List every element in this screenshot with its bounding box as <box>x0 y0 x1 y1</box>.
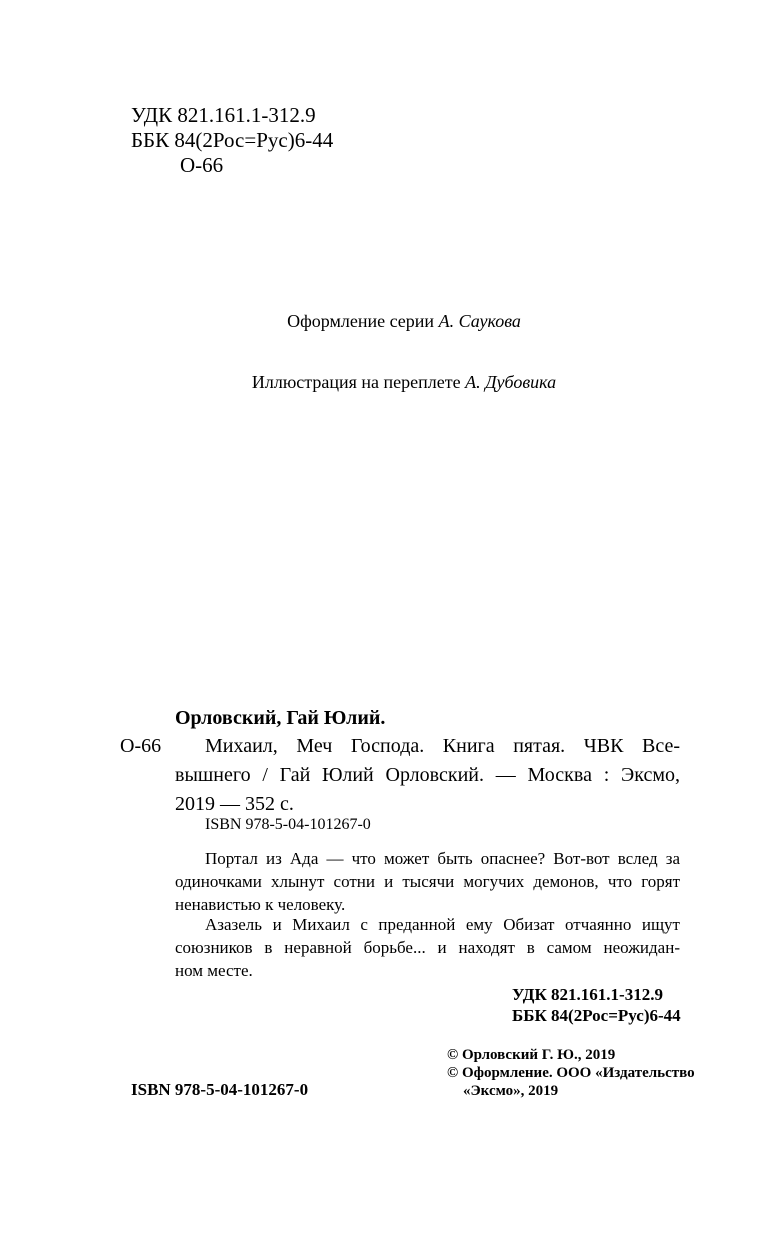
series-design-label: Оформление серии <box>287 311 435 331</box>
illustration-name: А. Дубовика <box>465 372 557 392</box>
annotation-p1-line3: ненавистью к человеку. <box>175 895 346 914</box>
copyright-design-line1: © Оформление. ООО «Издательство <box>447 1065 695 1081</box>
footer-bbk: ББК 84(2Рос=Рус)6-44 <box>512 1006 681 1025</box>
annotation-p2-line2: союзников в неравной борьбе... и находят в самом неожидан- <box>175 938 680 957</box>
series-design-credit <box>0 311 768 332</box>
series-design-name: А. Саукова <box>438 311 521 331</box>
bib-line-3: 2019 — 352 с. <box>175 793 294 815</box>
author-sign: О-66 <box>180 153 224 177</box>
bib-isbn: ISBN 978-5-04-101267-0 <box>205 816 371 833</box>
annotation-p2-line1: Азазель и Михаил с преданной ему Обизат отчаянно ищут <box>205 915 680 934</box>
author-heading: Орловский, Гай Юлий. <box>175 707 386 729</box>
footer-udk: УДК 821.161.1-312.9 <box>512 985 663 1004</box>
annotation-p1-line2: одиночками хлынут сотни и тысячи могучих демонов, что горят <box>175 872 680 891</box>
illustration-label: Иллюстрация на переплете <box>251 372 461 392</box>
udk-code: УДК 821.161.1-312.9 <box>131 103 316 127</box>
annotation-p1-line1: Портал из Ада — что может быть опаснее? Вот-вот вслед за <box>205 849 680 868</box>
copyright-author: © Орловский Г. Ю., 2019 <box>447 1047 616 1063</box>
footer-isbn: ISBN 978-5-04-101267-0 <box>131 1080 309 1099</box>
bib-line-2: вышнего / Гай Юлий Орловский. — Москва : Эксмо, <box>175 764 680 786</box>
copyright-design-line2: «Эксмо», 2019 <box>463 1083 559 1099</box>
illustration-credit <box>0 372 768 393</box>
bbk-code: ББК 84(2Рос=Рус)6-44 <box>131 128 334 152</box>
annotation-p2-line3: ном месте. <box>175 961 253 980</box>
bib-author-sign: О-66 <box>120 735 162 757</box>
bib-line-1: Михаил, Меч Господа. Книга пятая. ЧВК Все- <box>205 735 680 757</box>
